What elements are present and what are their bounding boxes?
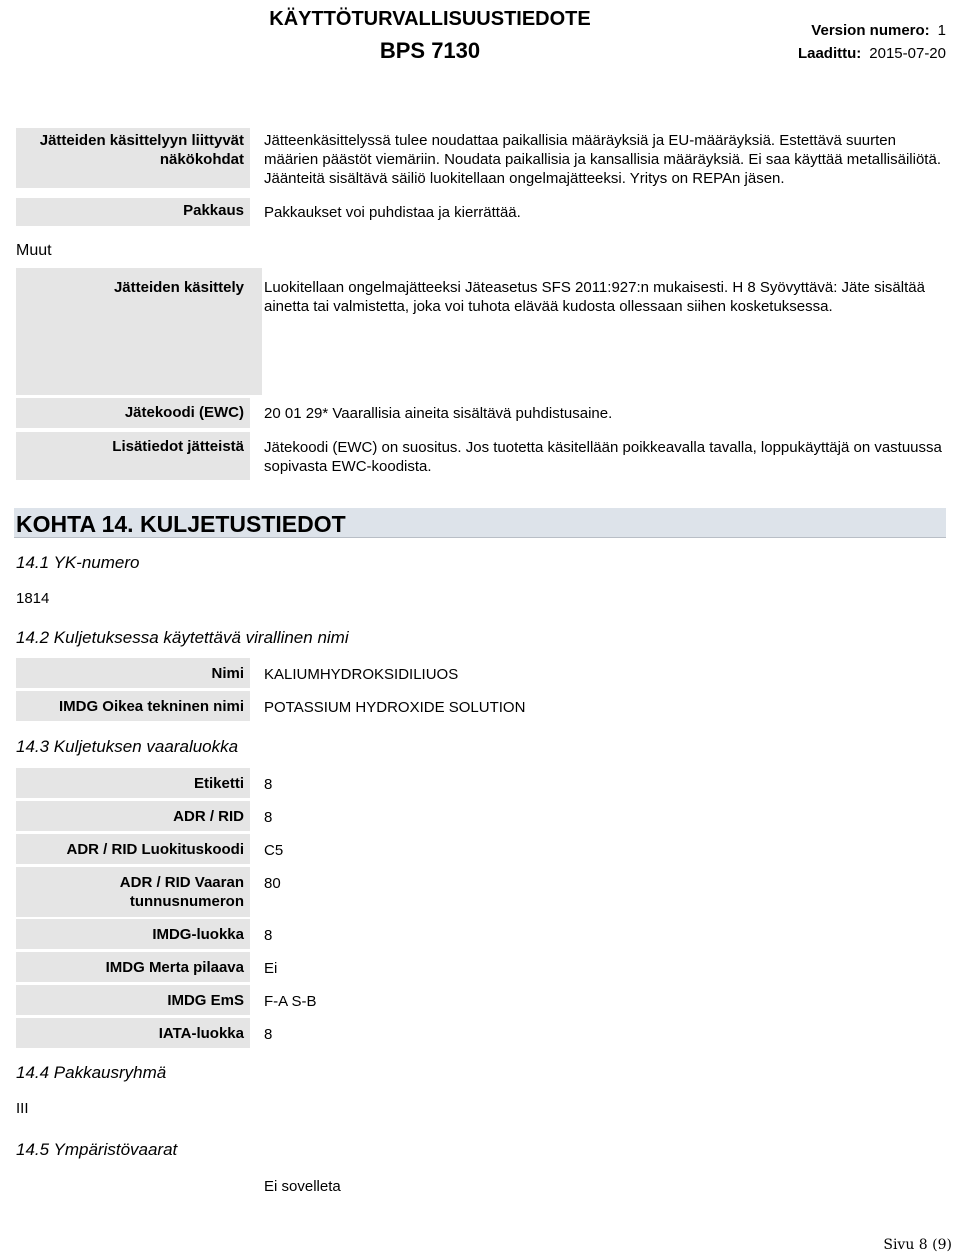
packaging-label: Pakkaus: [16, 198, 250, 226]
packaging-value: Pakkaukset voi puhdistaa ja kierrättää.: [264, 204, 521, 221]
un-heading: 14.1 YK-numero: [16, 553, 140, 572]
document-title: KÄYTTÖTURVALLISUUSTIEDOTE: [269, 8, 591, 30]
env-heading: 14.5 Ympäristövaarat: [16, 1140, 178, 1159]
class-label-hazard-no: ADR / RID Vaaran tunnusnumeron: [16, 867, 250, 917]
env-value: Ei sovelleta: [264, 1178, 341, 1195]
pg-heading: 14.4 Pakkausryhmä: [16, 1063, 167, 1082]
date-row: [798, 45, 946, 62]
class-value-marine: Ei: [264, 960, 278, 977]
waste-aspects-value: Jätteenkäsittelyssä tulee noudattaa paikallisia määräyksiä ja EU-määräyksiä. Estettävä suurten määrien päästöt viemäriin. Noudata paikallisia ja kansallisia määräyksiä. Ei saa käyttää metallisäiliötä. Jäänteitä sisältävä säiliö luokitellaan ongelmajätteeksi. Yritys on REPAn jäsen.: [264, 132, 941, 187]
name-value: KALIUMHYDROKSIDILIUOS: [264, 666, 459, 683]
class-value-adr: 8: [264, 809, 273, 826]
class-value-etiketti: 8: [264, 776, 273, 793]
page-number: Sivu 8 (9): [883, 1237, 952, 1253]
class-label-adr-code: ADR / RID Luokituskoodi: [16, 834, 250, 864]
handling-value: Luokitellaan ongelmajätteeksi Jäteasetus SFS 2011:927:n mukaisesti. H 8 Syövyttävä: Jäte sisältää ainetta tai valmistetta, joka voi tuhota elävää kudosta ollessaan siihen kosketuksessa.: [264, 279, 925, 315]
ewc-label: Jätekoodi (EWC): [16, 398, 250, 428]
imdg-name-value: POTASSIUM HYDROXIDE SOLUTION: [264, 699, 526, 716]
class-value-adr-code: C5: [264, 842, 284, 859]
class-label-iata: IATA-luokka: [16, 1018, 250, 1048]
class-label-imdg: IMDG-luokka: [16, 919, 250, 949]
class-value-hazard-no: 80: [264, 875, 281, 892]
handling-label: Jätteiden käsittely: [113, 279, 244, 296]
date-value: 2015-07-20: [869, 45, 946, 62]
imdg-name-label: IMDG Oikea tekninen nimi: [16, 691, 250, 721]
un-value: 1814: [16, 590, 50, 607]
product-name: BPS 7130: [379, 38, 481, 63]
ewc-value: 20 01 29* Vaarallisia aineita sisältävä puhdistusaine.: [264, 405, 613, 422]
name-label: Nimi: [16, 658, 250, 688]
version-value: 1: [937, 22, 946, 39]
extra-value: Jätekoodi (EWC) on suositus. Jos tuotetta käsitellään poikkeavalla tavalla, loppukäyttäjä on vastuussa sopivasta EWC-koodista.: [264, 439, 942, 475]
pg-value: III: [16, 1100, 29, 1117]
version-label: Version numero:: [811, 22, 930, 39]
class-label-adr: ADR / RID: [16, 801, 250, 831]
class-label-etiketti: Etiketti: [16, 768, 250, 798]
muut-label: Muut: [16, 242, 52, 259]
class-value-imdg: 8: [264, 927, 273, 944]
name-heading: 14.2 Kuljetuksessa käytettävä virallinen nimi: [16, 628, 349, 647]
waste-aspects-label: Jätteiden käsittelyyn liittyvät näkökohdat: [16, 128, 250, 188]
version-row: [811, 22, 946, 39]
section-title: KOHTA 14. KULJETUSTIEDOT: [14, 508, 946, 538]
class-value-iata: 8: [264, 1026, 273, 1043]
class-label-ems: IMDG EmS: [16, 985, 250, 1015]
class-heading: 14.3 Kuljetuksen vaaraluokka: [16, 737, 239, 756]
class-label-marine: IMDG Merta pilaava: [16, 952, 250, 982]
date-label: Laadittu:: [797, 45, 862, 62]
extra-label: Lisätiedot jätteistä: [16, 432, 250, 480]
class-value-ems: F-A S-B: [264, 993, 317, 1010]
